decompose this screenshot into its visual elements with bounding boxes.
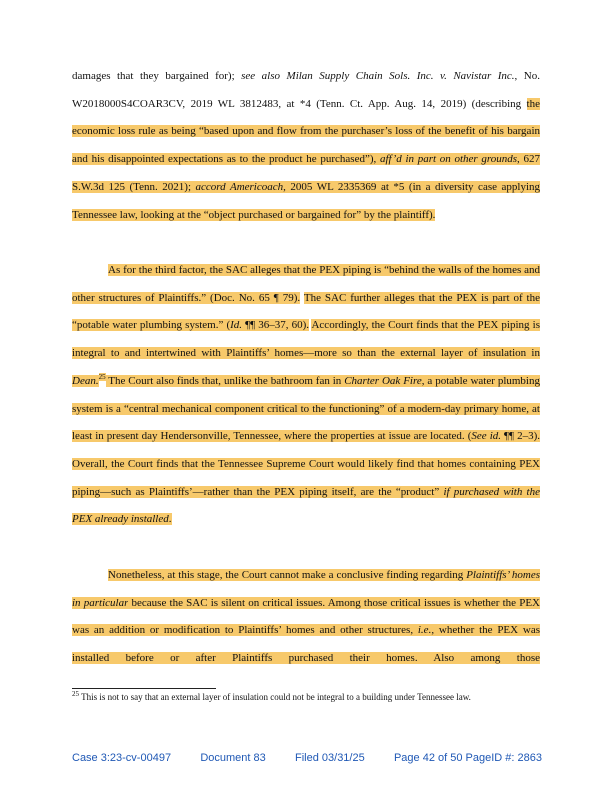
text-segment: damages that they bargained for); — [72, 70, 242, 82]
footer-page-id: Page 42 of 50 PageID #: 2863 — [393, 752, 542, 764]
highlighted-text: if purchased with the PEX already installed — [72, 485, 540, 526]
highlighted-text: , 627 S.W.3d 125 (Tenn. 2021); — [72, 153, 540, 193]
highlighted-text: because the SAC is silent on critical issues. Among those critical issues is whether the PEX was an addition or modification to Plaintiffs’ homes and other structures, — [72, 596, 541, 637]
highlighted-text: i.e. — [417, 624, 432, 637]
footer-filed-date: Filed 03/31/25 — [295, 752, 365, 764]
highlighted-text: the economic loss rule as being “based upon and flow from the purchaser’s loss of the benefit of his bargain and his disappointed expectations as to the product he purchased”), — [72, 97, 540, 166]
body-paragraph-3 — [72, 562, 540, 673]
footnote — [72, 692, 540, 704]
highlighted-text: accord Americoach — [195, 180, 284, 193]
footer-document-number: Document 83 — [200, 752, 266, 764]
highlighted-text: The SAC further alleges that the PEX is part of the “potable water plumbing system.” ( — [72, 291, 540, 332]
highlighted-text: ¶¶ 2–3). Overall, the Court finds that the Tennessee Supreme Court would likely find that homes containing PEX piping—such as Plaintiffs’—rather than the PEX piping itself, are the “product” — [72, 430, 540, 498]
highlighted-text: . — [168, 513, 172, 526]
highlighted-text: Accordingly, the Court finds that the PEX piping is integral to and intertwined with Plaintiffs’ homes—more so than the external layer of insulation in — [72, 319, 540, 360]
highlighted-text: Charter Oak Fire — [344, 374, 422, 387]
footnote-separator — [72, 688, 216, 689]
footer-case-number: Case 3:23-cv-00497 — [72, 752, 172, 764]
highlighted-text: The Court also finds that, unlike the bathroom fan in — [105, 374, 345, 387]
highlighted-text: Dean. — [72, 374, 99, 387]
page-footer — [72, 752, 542, 764]
text-segment: see also Milan Supply Chain Sols. Inc. v. Navistar Inc. — [241, 70, 515, 82]
highlighted-text: See id. — [471, 430, 501, 443]
footnote-number: 25 — [72, 690, 79, 698]
highlighted-text: , a potable water plumbing system is a “central mechanical component critical to the functioning” of a modern-day primary home, at least in present day Hendersonville, Tennessee, where the properties at issue are located. ( — [72, 374, 540, 443]
text-segment: , No. W2018000S4COAR3CV, 2019 WL 3812483, at *4 (Tenn. Ct. App. Aug. 14, 2019) (describing — [72, 70, 540, 110]
body-paragraph-1 — [72, 63, 540, 229]
highlighted-text: , whether the PEX was installed before or after Plaintiffs purchased their homes. Also among those — [72, 624, 540, 665]
highlighted-text: ¶¶ 36–37, 60). — [242, 319, 309, 332]
highlighted-text: , 2005 WL 2335369 at *5 (in a diversity case applying Tennessee law, looking at the “object purchased or bargained for” by the plaintiff). — [72, 180, 540, 221]
footnote-text: This is not to say that an external layer of insulation could not be integral to a building under Tennessee law. — [79, 692, 471, 702]
highlighted-text: As for the third factor, the SAC alleges that the PEX piping is “behind the walls of the homes and other structures of Plaintiffs.” (Doc. No. 65 ¶ 79). — [72, 264, 540, 304]
footnote-reference: 25 — [98, 373, 106, 382]
highlighted-text: Plaintiffs’ homes in particular — [72, 569, 540, 609]
highlighted-text: Id. — [230, 319, 243, 332]
highlighted-text: aff’d in part on other grounds — [379, 153, 518, 166]
body-paragraph-2 — [72, 257, 540, 534]
highlighted-text: Nonetheless, at this stage, the Court cannot make a conclusive finding regarding — [108, 569, 467, 581]
